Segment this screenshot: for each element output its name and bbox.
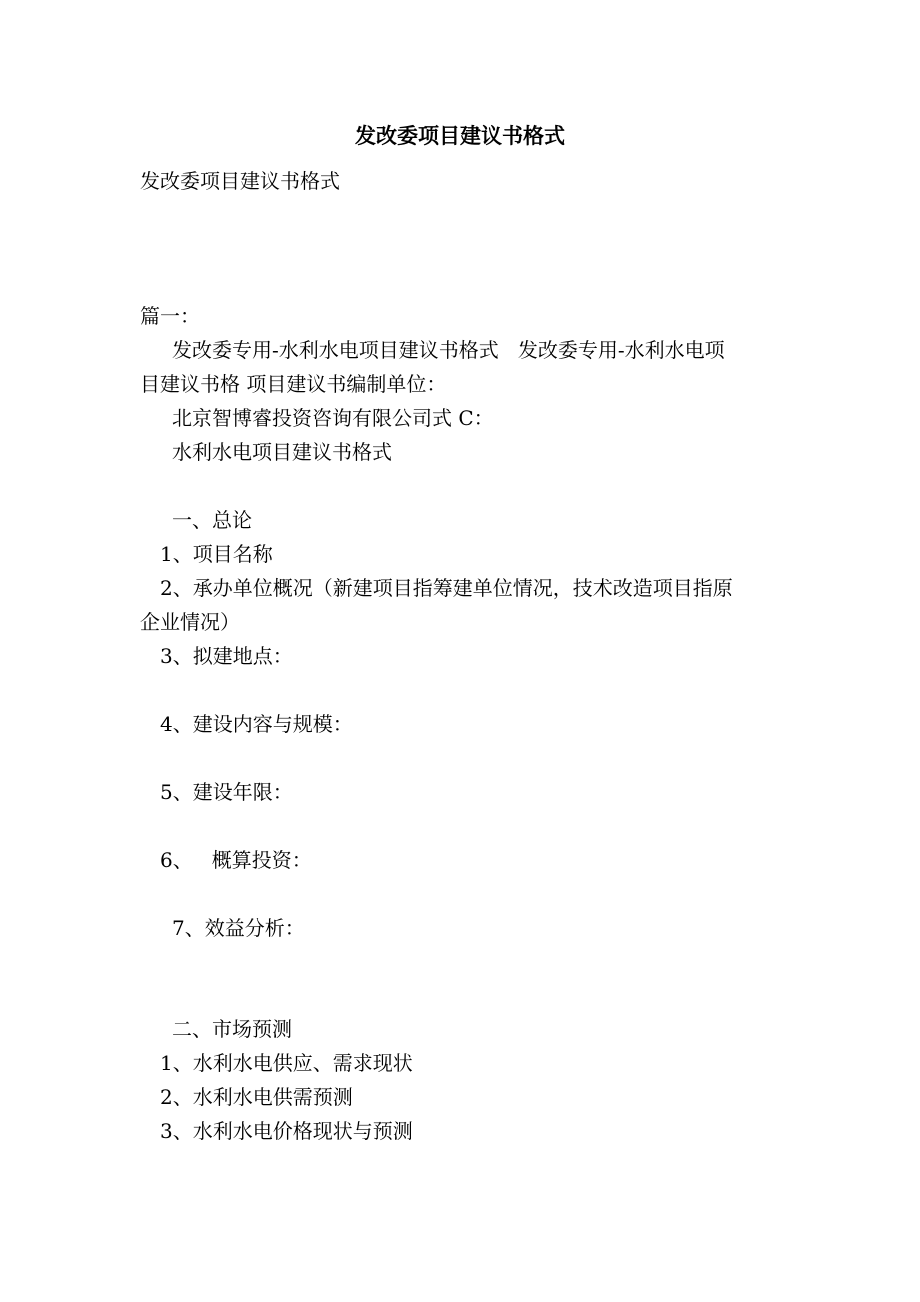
list-item: 6、 概算投资： bbox=[160, 848, 312, 872]
section-heading-market: 二、市场预测 bbox=[172, 1017, 292, 1041]
document-name-line: 水利水电项目建议书格式 bbox=[172, 440, 392, 464]
intro-paragraph-line-1: 发改委专用-水利水电项目建议书格式 发改委专用-水利水电项 bbox=[172, 338, 725, 362]
list-item: 3、水利水电价格现状与预测 bbox=[160, 1119, 413, 1143]
list-item: 2、承办单位概况（新建项目指筹建单位情况，技术改造项目指原 bbox=[160, 576, 733, 600]
document-subtitle: 发改委项目建议书格式 bbox=[140, 169, 340, 193]
list-item: 2、水利水电供需预测 bbox=[160, 1085, 353, 1109]
list-item-continuation: 企业情况） bbox=[140, 610, 240, 634]
list-item: 1、水利水电供应、需求现状 bbox=[160, 1051, 413, 1075]
list-item: 3、拟建地点： bbox=[160, 644, 293, 668]
organization-line: 北京智博睿投资咨询有限公司式 C： bbox=[172, 406, 494, 430]
list-item: 7、效益分析： bbox=[172, 916, 305, 940]
list-item: 5、建设年限： bbox=[160, 780, 293, 804]
section-heading-overview: 一、总论 bbox=[172, 508, 252, 532]
document-title: 发改委项目建议书格式 bbox=[355, 123, 565, 148]
article-label: 篇一： bbox=[140, 304, 200, 328]
list-item: 4、建设内容与规模： bbox=[160, 712, 353, 736]
list-item: 1、项目名称 bbox=[160, 542, 273, 566]
intro-paragraph-line-2: 目建议书格 项目建议书编制单位： bbox=[140, 372, 447, 396]
